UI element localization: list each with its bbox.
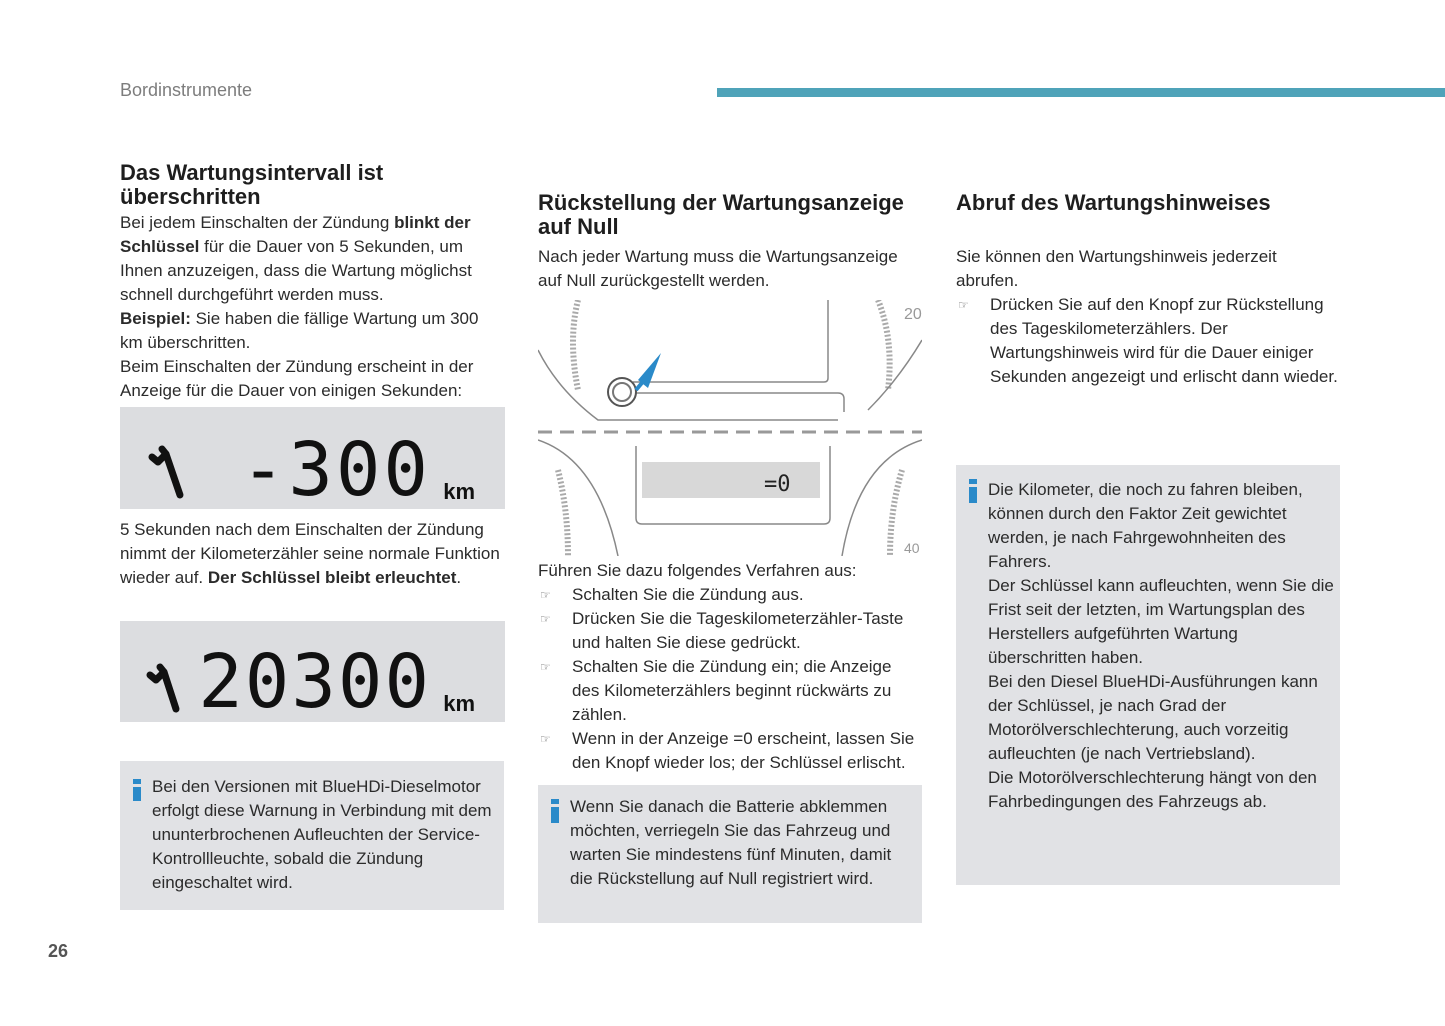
page-number: 26	[48, 941, 69, 961]
info-icon	[133, 779, 141, 784]
info-paragraph: Der Schlüssel kann aufleuchten, wenn Sie die Frist seit der letzten, im Wartungsplan des Herstellers aufgeführten Wartung überschritten haben.	[988, 576, 1334, 667]
paragraph-display-shows: Beim Einschalten der Zündung erscheint in der Anzeige für die Dauer von einigen Sekunden:	[120, 357, 474, 400]
info-box-kilometers	[956, 465, 1340, 885]
heading-interval-exceeded: Das Wartungsintervall ist überschritten	[120, 160, 384, 209]
scale-label-40: 40	[904, 540, 920, 556]
procedure-steps	[538, 583, 922, 775]
info-icon-bar	[551, 807, 559, 823]
column-right	[956, 191, 1340, 389]
display-value-minus-300: -300	[240, 427, 431, 513]
info-icon-bar	[969, 487, 977, 503]
figure-display-value: =0	[764, 472, 791, 497]
heading-reset-to-zero: Rückstellung der Wartungsanzeige auf Null	[538, 190, 904, 239]
display-minus-300	[120, 407, 505, 513]
accent-bar	[717, 88, 1445, 97]
paragraph-reset-intro: Nach jeder Wartung muss die Wartungsanzeige auf Null zurückgestellt werden.	[538, 247, 898, 290]
list-item: ☞ Schalten Sie die Zündung aus.	[540, 585, 804, 604]
info-text-battery: Wenn Sie danach die Batterie abklemmen möchten, verriegeln Sie das Fahrzeug und warten Sie mindestens fünf Minuten, damit die Rückstellung auf Null registriert wird.	[570, 797, 892, 888]
list-item: ☞ Drücken Sie die Tageskilometerzähler-Taste und halten Sie diese gedrückt.	[540, 609, 904, 652]
paragraph-normal-function: 5 Sekunden nach dem Einschalten der Zündung nimmt der Kilometerzähler seine normale Funktion wieder auf. Der Schlüssel bleibt erleuchtet.	[120, 520, 500, 587]
heading-recall-service: Abruf des Wartungshinweises	[956, 190, 1271, 215]
info-text-kilometers	[988, 478, 1334, 814]
instrument-cluster-figure	[538, 300, 922, 556]
cluster-drawing	[538, 300, 922, 556]
info-box-battery	[538, 785, 922, 923]
scale-label-20: 20	[904, 306, 922, 323]
display-20300	[120, 621, 505, 725]
info-box-bluehdi	[120, 761, 504, 910]
column-middle	[538, 191, 922, 293]
paragraph-normal-function-block	[120, 518, 504, 590]
display-value-20300: 20300	[198, 639, 431, 725]
info-text-bluehdi: Bei den Versionen mit BlueHDi-Dieselmotor erfolgt diese Warnung in Verbindung mit dem ununterbrochenen Aufleuchten der Service-Kontrollleuchte, sobald die Zündung eingeschaltet wird.	[152, 777, 492, 892]
display-unit-km: km	[443, 691, 475, 716]
section-label: Bordinstrumente	[120, 80, 253, 100]
list-item: ☞ Wenn in der Anzeige =0 erscheint, lassen Sie den Knopf wieder los; der Schlüssel erlischt.	[540, 729, 915, 772]
list-item: ☞ Schalten Sie die Zündung ein; die Anzeige des Kilometerzählers beginnt rückwärts zu zählen.	[540, 657, 892, 724]
info-paragraph: Die Motorölverschlechterung hängt von den Fahrbedingungen des Fahrzeugs ab.	[988, 768, 1317, 811]
info-paragraph: Bei den Diesel BlueHDi-Ausführungen kann der Schlüssel, je nach Grad der Motorölverschlechterung, auch vorzeitig aufleuchten (je nach Vertriebsland).	[988, 672, 1318, 763]
paragraph-recall-intro: Sie können den Wartungshinweis jederzeit abrufen.	[956, 247, 1277, 290]
paragraph-example: Beispiel: Sie haben die fällige Wartung um 300 km überschritten.	[120, 309, 479, 352]
info-icon	[969, 479, 977, 484]
recall-steps	[956, 293, 1340, 389]
procedure-block	[538, 559, 922, 775]
info-icon-bar	[133, 787, 141, 801]
paragraph-key-flashes: Bei jedem Einschalten der Zündung blinkt der Schlüssel für die Dauer von 5 Sekunden, um Ihnen anzuzeigen, dass die Wartung möglichst schnell durchgeführt werden muss.	[120, 213, 472, 304]
display-unit-km: km	[443, 479, 475, 504]
column-left	[120, 161, 504, 403]
procedure-intro: Führen Sie dazu folgendes Verfahren aus:	[538, 561, 857, 580]
info-paragraph: Die Kilometer, die noch zu fahren bleiben, können durch den Faktor Zeit gewichtet werden, je nach Fahrgewohnheiten des Fahrers.	[988, 480, 1303, 571]
info-icon	[551, 799, 559, 804]
list-item: ☞ Drücken Sie auf den Knopf zur Rückstellung des Tageskilometerzählers. Der Wartungshinweis wird für die Dauer einiger Sekunden angezeigt und erlischt dann wieder.	[958, 295, 1338, 386]
